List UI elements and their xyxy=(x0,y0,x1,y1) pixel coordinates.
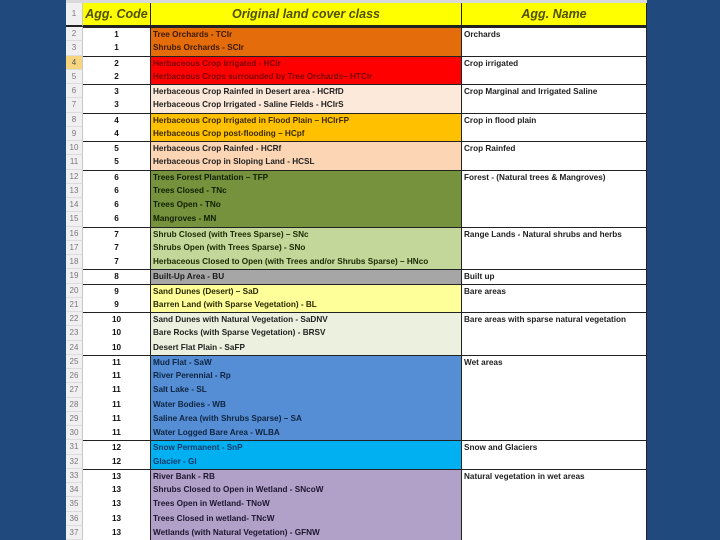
land-cover-class-cell[interactable]: River Perennial - Rp xyxy=(150,369,462,383)
row-number[interactable]: 7 xyxy=(66,98,83,112)
row-number[interactable]: 11 xyxy=(66,155,83,169)
row-number[interactable]: 28 xyxy=(66,398,83,412)
agg-code-cell[interactable]: 6 xyxy=(83,184,150,198)
agg-code-cell[interactable]: 5 xyxy=(83,155,150,169)
agg-code-cell[interactable]: 6 xyxy=(83,170,150,184)
agg-name-cell[interactable]: Built up xyxy=(462,269,647,283)
agg-code-cell[interactable]: 8 xyxy=(83,269,150,283)
agg-code-cell[interactable]: 1 xyxy=(83,27,150,41)
agg-code-cell[interactable]: 11 xyxy=(83,412,150,426)
agg-code-cell[interactable]: 4 xyxy=(83,127,150,141)
agg-code-cell[interactable]: 10 xyxy=(83,341,150,355)
agg-code-cell[interactable]: 12 xyxy=(83,440,150,454)
row-number[interactable]: 20 xyxy=(66,284,83,298)
land-cover-class-cell[interactable]: Glacier - Gl xyxy=(150,455,462,469)
land-cover-class-cell[interactable]: Snow Permanent - SnP xyxy=(150,440,462,454)
agg-name-cell[interactable]: Natural vegetation in wet areas xyxy=(462,469,647,540)
agg-code-cell[interactable]: 13 xyxy=(83,526,150,540)
row-number[interactable]: 19 xyxy=(66,269,83,283)
row-number[interactable]: 16 xyxy=(66,227,83,241)
row-number[interactable]: 34 xyxy=(66,483,83,497)
land-cover-class-cell[interactable]: Tree Orchards - TCIr xyxy=(150,27,462,41)
agg-name-cell[interactable]: Bare areas with sparse natural vegetation xyxy=(462,312,647,355)
row-number[interactable]: 37 xyxy=(66,526,83,540)
agg-code-cell[interactable]: 3 xyxy=(83,84,150,98)
land-cover-class-cell[interactable]: Herbaceous Crop Irrigated - HCIr xyxy=(150,56,462,70)
spreadsheet xyxy=(66,0,647,540)
land-cover-class-cell[interactable]: Bare Rocks (with Sparse Vegetation) - BRSV xyxy=(150,326,462,340)
agg-name-cell[interactable]: Wet areas xyxy=(462,355,647,441)
land-cover-class-cell[interactable]: Sand Dunes (Desert) – SaD xyxy=(150,284,462,298)
land-cover-class-cell[interactable]: Shrubs Closed to Open in Wetland - SNcoW xyxy=(150,483,462,497)
land-cover-class-cell[interactable]: Wetlands (with Natural Vegetation) - GFNW xyxy=(150,526,462,540)
land-cover-class-cell[interactable]: River Bank - RB xyxy=(150,469,462,483)
land-cover-class-cell[interactable]: Water Logged Bare Area - WLBA xyxy=(150,426,462,440)
land-cover-class-cell[interactable]: Herbaceous Crops surrounded by Tree Orchards– HTCIr xyxy=(150,70,462,84)
land-cover-class-cell[interactable]: Shrub Closed (with Trees Sparse) – SNc xyxy=(150,227,462,241)
agg-code-cell[interactable]: 5 xyxy=(83,141,150,155)
row-number[interactable]: 30 xyxy=(66,426,83,440)
land-cover-class-cell[interactable]: Shrubs Open (with Trees Sparse) - SNo xyxy=(150,241,462,255)
row-number[interactable]: 1 xyxy=(66,3,83,27)
agg-code-cell[interactable]: 10 xyxy=(83,312,150,326)
agg-code-cell[interactable]: 11 xyxy=(83,383,150,397)
row-number[interactable]: 24 xyxy=(66,341,83,355)
agg-code-cell[interactable]: 11 xyxy=(83,398,150,412)
agg-code-cell[interactable]: 9 xyxy=(83,284,150,298)
agg-code-cell[interactable]: 13 xyxy=(83,483,150,497)
agg-code-cell[interactable]: 11 xyxy=(83,426,150,440)
land-cover-class-cell[interactable]: Mud Flat - SaW xyxy=(150,355,462,369)
row-number[interactable]: 31 xyxy=(66,440,83,454)
row-number[interactable]: 5 xyxy=(66,70,83,84)
row-number[interactable]: 6 xyxy=(66,84,83,98)
agg-name-cell[interactable]: Crop irrigated xyxy=(462,56,647,85)
row-number[interactable]: 12 xyxy=(66,170,83,184)
agg-code-cell[interactable]: 7 xyxy=(83,255,150,269)
land-cover-class-cell[interactable]: Desert Flat Plain - SaFP xyxy=(150,341,462,355)
agg-code-cell[interactable]: 9 xyxy=(83,298,150,312)
land-cover-class-cell[interactable]: Herbaceous Crop Irrigated - Saline Fields - HCIrS xyxy=(150,98,462,112)
agg-name-cell[interactable]: Crop Marginal and Irrigated Saline xyxy=(462,84,647,113)
land-cover-class-cell[interactable]: Trees Open - TNo xyxy=(150,198,462,212)
row-number[interactable]: 14 xyxy=(66,198,83,212)
agg-code-cell[interactable]: 1 xyxy=(83,41,150,55)
agg-code-cell[interactable]: 2 xyxy=(83,70,150,84)
land-cover-class-cell[interactable]: Mangroves - MN xyxy=(150,212,462,226)
land-cover-class-cell[interactable]: Herbaceous Closed to Open (with Trees and/or Shrubs Sparse) – HNco xyxy=(150,255,462,269)
row-number[interactable]: 15 xyxy=(66,212,83,226)
agg-name-cell[interactable]: Range Lands - Natural shrubs and herbs xyxy=(462,227,647,270)
row-number[interactable]: 9 xyxy=(66,127,83,141)
agg-name-cell[interactable]: Crop Rainfed xyxy=(462,141,647,170)
row-number[interactable]: 21 xyxy=(66,298,83,312)
row-number[interactable]: 18 xyxy=(66,255,83,269)
agg-code-cell[interactable]: 13 xyxy=(83,469,150,483)
agg-code-cell[interactable]: 6 xyxy=(83,198,150,212)
land-cover-class-cell[interactable]: Herbaceous Crop Irrigated in Flood Plain – HCIrFP xyxy=(150,113,462,127)
row-number[interactable]: 22 xyxy=(66,312,83,326)
row-number[interactable]: 35 xyxy=(66,497,83,511)
row-number[interactable]: 32 xyxy=(66,455,83,469)
land-cover-class-cell[interactable]: Trees Open in Wetland- TNoW xyxy=(150,497,462,511)
row-number[interactable]: 13 xyxy=(66,184,83,198)
land-cover-class-cell[interactable]: Saline Area (with Shrubs Sparse) – SA xyxy=(150,412,462,426)
row-number[interactable]: 4 xyxy=(66,56,83,70)
header-original-class[interactable]: Original land cover class xyxy=(150,3,462,27)
agg-code-cell[interactable]: 7 xyxy=(83,227,150,241)
row-number[interactable]: 10 xyxy=(66,141,83,155)
land-cover-class-cell[interactable]: Herbaceous Crop post-flooding – HCpf xyxy=(150,127,462,141)
agg-code-cell[interactable]: 6 xyxy=(83,212,150,226)
row-number[interactable]: 26 xyxy=(66,369,83,383)
land-cover-class-cell[interactable]: Water Bodies - WB xyxy=(150,398,462,412)
agg-name-cell[interactable]: Snow and Glaciers xyxy=(462,440,647,469)
land-cover-class-cell[interactable]: Sand Dunes with Natural Vegetation - SaDNV xyxy=(150,312,462,326)
land-cover-class-cell[interactable]: Herbaceous Crop Rainfed - HCRf xyxy=(150,141,462,155)
row-number[interactable]: 29 xyxy=(66,412,83,426)
row-number[interactable]: 25 xyxy=(66,355,83,369)
agg-code-cell[interactable]: 3 xyxy=(83,98,150,112)
row-number[interactable]: 23 xyxy=(66,326,83,340)
agg-code-cell[interactable]: 10 xyxy=(83,326,150,340)
row-number[interactable]: 17 xyxy=(66,241,83,255)
land-cover-class-cell[interactable]: Shrubs Orchards - SCIr xyxy=(150,41,462,55)
header-agg-code[interactable]: Agg. Code xyxy=(83,3,150,27)
row-number[interactable]: 33 xyxy=(66,469,83,483)
land-cover-class-cell[interactable]: Trees Forest Plantation – TFP xyxy=(150,170,462,184)
header-agg-name[interactable]: Agg. Name xyxy=(462,3,647,27)
row-number[interactable]: 2 xyxy=(66,27,83,41)
land-cover-class-cell[interactable]: Barren Land (with Sparse Vegetation) - BL xyxy=(150,298,462,312)
agg-code-cell[interactable]: 13 xyxy=(83,512,150,526)
land-cover-class-cell[interactable]: Salt Lake - SL xyxy=(150,383,462,397)
agg-code-cell[interactable]: 12 xyxy=(83,455,150,469)
agg-name-cell[interactable]: Bare areas xyxy=(462,284,647,313)
agg-name-cell[interactable]: Crop in flood plain xyxy=(462,113,647,142)
agg-name-cell[interactable]: Orchards xyxy=(462,27,647,56)
land-cover-class-cell[interactable]: Trees Closed in wetland- TNcW xyxy=(150,512,462,526)
land-cover-class-cell[interactable]: Built-Up Area - BU xyxy=(150,269,462,283)
agg-code-cell[interactable]: 7 xyxy=(83,241,150,255)
land-cover-class-cell[interactable]: Trees Closed - TNc xyxy=(150,184,462,198)
land-cover-class-cell[interactable]: Herbaceous Crop Rainfed in Desert area - HCRfD xyxy=(150,84,462,98)
row-number[interactable]: 3 xyxy=(66,41,83,55)
agg-code-cell[interactable]: 13 xyxy=(83,497,150,511)
agg-code-cell[interactable]: 11 xyxy=(83,355,150,369)
agg-code-cell[interactable]: 4 xyxy=(83,113,150,127)
agg-code-cell[interactable]: 2 xyxy=(83,56,150,70)
row-number[interactable]: 27 xyxy=(66,383,83,397)
row-number[interactable]: 8 xyxy=(66,113,83,127)
agg-code-cell[interactable]: 11 xyxy=(83,369,150,383)
land-cover-class-cell[interactable]: Herbaceous Crop in Sloping Land - HCSL xyxy=(150,155,462,169)
agg-name-cell[interactable]: Forest - (Natural trees & Mangroves) xyxy=(462,170,647,227)
row-number[interactable]: 36 xyxy=(66,512,83,526)
